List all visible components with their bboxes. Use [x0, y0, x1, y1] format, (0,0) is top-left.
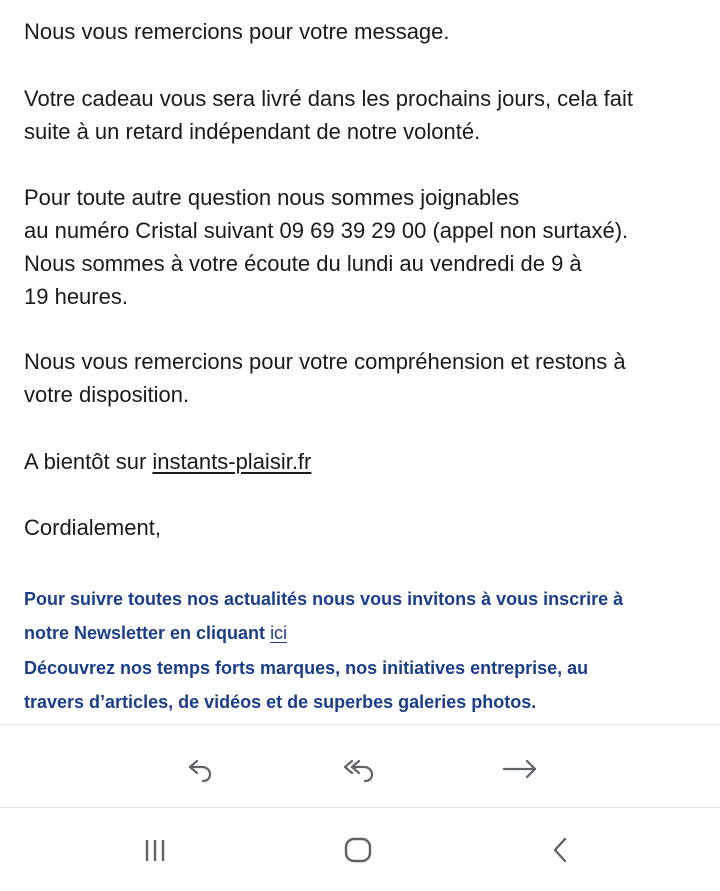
system-navigation-bar	[0, 808, 720, 891]
forward-icon	[500, 752, 540, 786]
reply-icon	[183, 752, 217, 786]
reply-button[interactable]	[180, 751, 220, 787]
signoff-text: Cordialement,	[24, 515, 161, 540]
message-paragraph: au numéro Cristal suivant 09 69 39 29 00 (appel non surtaxé).	[24, 218, 629, 243]
message-paragraph	[24, 445, 311, 478]
newsletter-text	[24, 621, 287, 645]
newsletter-text: travers d’articles, de vidéos et de superbes galeries photos.	[24, 692, 537, 712]
reply-all-icon	[340, 752, 380, 786]
newsletter-text: Pour suivre toutes nos actualités nous vous invitons à vous inscrire à	[24, 589, 624, 609]
recents-icon	[138, 835, 172, 865]
recents-button[interactable]	[135, 832, 175, 868]
home-icon	[340, 835, 374, 865]
newsletter-link[interactable]: ici	[270, 623, 288, 643]
message-paragraph: Nous vous remercions pour votre compréhension et restons à	[24, 349, 626, 374]
newsletter-text: Découvrez nos temps forts marques, nos initiatives entreprise, au	[24, 658, 589, 678]
message-paragraph: Pour toute autre question nous sommes joignables	[24, 185, 520, 210]
reply-all-button[interactable]	[340, 751, 380, 787]
message-paragraph: votre disposition.	[24, 382, 190, 407]
message-paragraph: 19 heures.	[24, 284, 128, 309]
message-paragraph: Votre cadeau vous sera livré dans les prochains jours, cela fait	[24, 86, 633, 111]
back-icon	[543, 835, 577, 865]
home-button[interactable]	[337, 832, 377, 868]
back-button[interactable]	[540, 832, 580, 868]
forward-button[interactable]	[500, 751, 540, 787]
message-action-bar	[0, 725, 720, 807]
site-prefix-text: A bientôt sur	[24, 449, 153, 474]
newsletter-prefix-text: notre Newsletter en cliquant	[24, 623, 271, 643]
message-paragraph: Nous vous remercions pour votre message.	[24, 19, 450, 44]
website-link[interactable]: instants-plaisir.fr	[152, 449, 312, 474]
message-paragraph: Nous sommes à votre écoute du lundi au vendredi de 9 à	[24, 251, 582, 276]
message-paragraph: suite à un retard indépendant de notre volonté.	[24, 119, 481, 144]
